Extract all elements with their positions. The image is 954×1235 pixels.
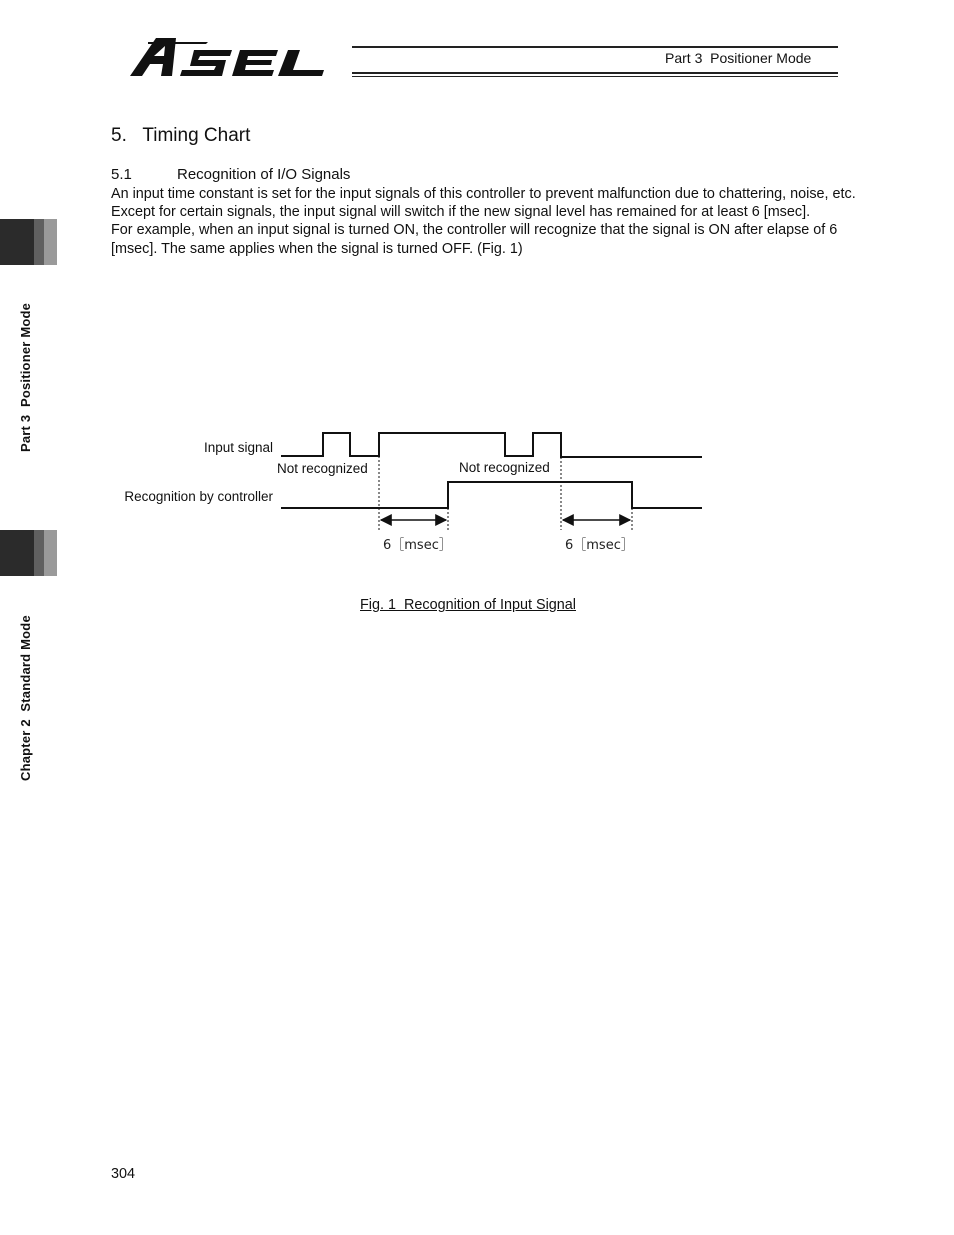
not-recognized-label: Not recognized: [459, 460, 550, 475]
recognition-label: Recognition by controller: [124, 489, 273, 504]
paragraph: Except for certain signals, the input signal will switch if the new signal level has remained for at least 6 [msec].: [111, 204, 811, 221]
header-section-label: Part 3 Positioner Mode: [665, 50, 812, 66]
subsection-number: 5.1: [111, 166, 132, 183]
section-title: 5. Timing Chart: [111, 125, 251, 146]
page-number: 304: [111, 1166, 136, 1182]
not-recognized-label: Not recognized: [277, 461, 368, 476]
paragraph: For example, when an input signal is turned ON, the controller will recognize that the signal is ON after elapse of 6 [msec]. The same applies when the signal is turned OFF. (Fig. 1): [111, 222, 838, 257]
figure-caption: Fig. 1 Recognition of Input Signal: [360, 597, 576, 613]
subsection-title: Recognition of I/O Signals: [177, 166, 351, 183]
delay-label: 6［msec］: [383, 538, 452, 553]
input-signal-waveform: [281, 433, 702, 457]
side-chapter-label: Chapter 2 Standard Mode: [18, 615, 33, 781]
paragraph: An input time constant is set for the input signals of this controller to prevent malfunction due to chattering, noise, etc.: [111, 186, 856, 202]
side-part-label: Part 3 Positioner Mode: [18, 302, 33, 452]
recognition-waveform: [281, 482, 702, 508]
delay-label: 6［msec］: [565, 538, 634, 553]
input-signal-label: Input signal: [203, 440, 273, 455]
